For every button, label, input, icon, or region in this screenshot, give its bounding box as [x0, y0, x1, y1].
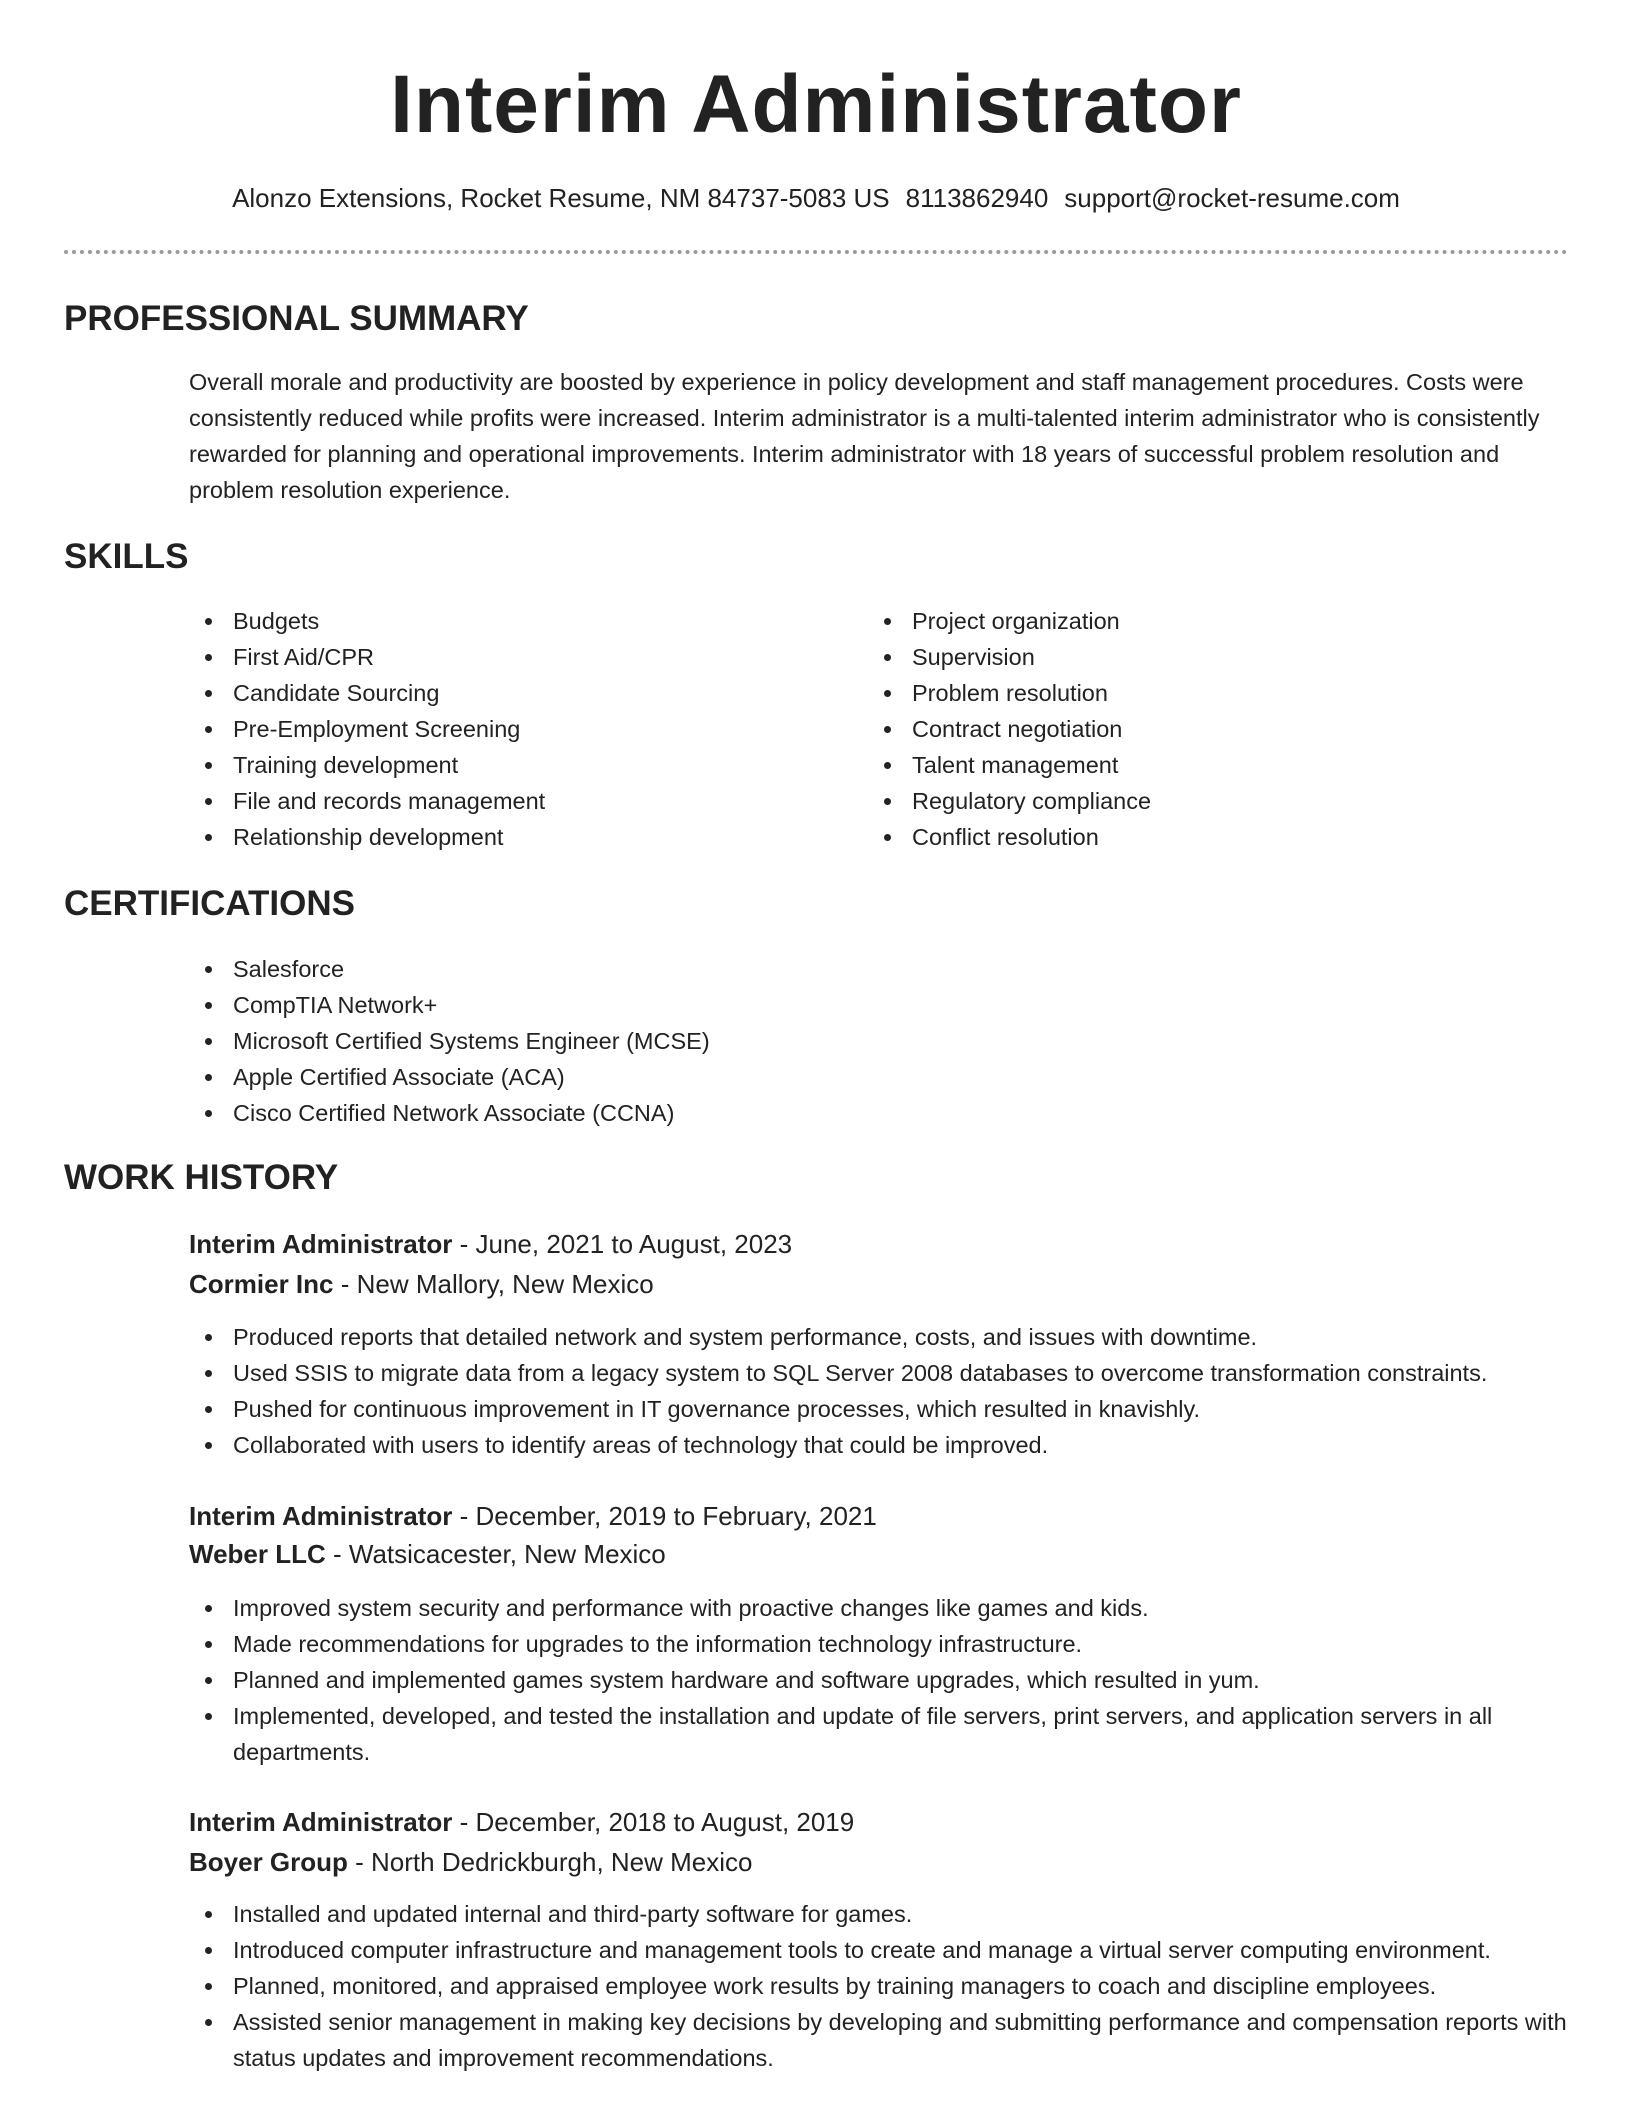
- skill-item: Budgets: [189, 603, 839, 639]
- skill-item: Pre-Employment Screening: [189, 711, 839, 747]
- section-title-certifications: CERTIFICATIONS: [64, 884, 356, 923]
- job-bullets: [189, 1590, 1569, 1770]
- job-title: Interim Administrator: [189, 1501, 453, 1531]
- job-company-line: [189, 1266, 654, 1302]
- job-title-line: [189, 1498, 877, 1534]
- job-title-line: [189, 1226, 792, 1262]
- certification-item: Salesforce: [189, 951, 1569, 987]
- skill-item: File and records management: [189, 783, 839, 819]
- job-bullet: Used SSIS to migrate data from a legacy system to SQL Server 2008 databases to overcome transformation constraints.: [189, 1355, 1569, 1391]
- job-title-line: [189, 1804, 854, 1840]
- job-bullet: Planned, monitored, and appraised employee work results by training managers to coach and discipline employees.: [189, 1968, 1569, 2004]
- job-company: Boyer Group: [189, 1847, 348, 1877]
- job-bullet: Pushed for continuous improvement in IT governance processes, which resulted in knavishly.: [189, 1391, 1569, 1427]
- job-bullet: Planned and implemented games system hardware and software upgrades, which resulted in yum.: [189, 1662, 1569, 1698]
- skill-item: First Aid/CPR: [189, 639, 839, 675]
- section-title-skills: SKILLS: [64, 537, 189, 576]
- job-bullet: Made recommendations for upgrades to the information technology infrastructure.: [189, 1626, 1569, 1662]
- certification-item: Cisco Certified Network Associate (CCNA): [189, 1095, 1569, 1131]
- job-bullet: Implemented, developed, and tested the installation and update of file servers, print servers, and application servers in all departments.: [189, 1698, 1569, 1770]
- contact-phone: 8113862940: [905, 183, 1049, 213]
- skill-item: Relationship development: [189, 819, 839, 855]
- skill-item: Conflict resolution: [868, 819, 1518, 855]
- job-company-line: [189, 1844, 753, 1880]
- skill-item: Contract negotiation: [868, 711, 1518, 747]
- resume-name: Interim Administrator: [390, 59, 1242, 150]
- job-bullets: [189, 1319, 1569, 1463]
- summary-text: Overall morale and productivity are boosted by experience in policy development and staff management procedures. Costs were consistently reduced while profits were increased. Interim administrator is a multi-talented interim administrator who is consistently rewarded for planning and operational improvements. Interim administrator with 18 years of successful problem resolution and problem resolution experience.: [189, 369, 1540, 503]
- job-bullet: Produced reports that detailed network and system performance, costs, and issues with downtime.: [189, 1319, 1569, 1355]
- job-location: - Watsicacester, New Mexico: [325, 1539, 666, 1569]
- job-company-line: [189, 1536, 666, 1572]
- job-bullets: [189, 1896, 1569, 2076]
- job-dates: - December, 2018 to August, 2019: [452, 1807, 855, 1837]
- skill-item: Supervision: [868, 639, 1518, 675]
- skill-item: Project organization: [868, 603, 1518, 639]
- contact-address: Alonzo Extensions, Rocket Resume, NM 84737-5083 US: [232, 183, 890, 213]
- skill-item: Training development: [189, 747, 839, 783]
- job-location: - North Dedrickburgh, New Mexico: [347, 1847, 753, 1877]
- job-bullet: Installed and updated internal and third-party software for games.: [189, 1896, 1569, 1932]
- job-bullet: Introduced computer infrastructure and management tools to create and manage a virtual server computing environment.: [189, 1932, 1569, 1968]
- skill-item: Problem resolution: [868, 675, 1518, 711]
- certification-item: CompTIA Network+: [189, 987, 1569, 1023]
- job-bullet: Assisted senior management in making key decisions by developing and submitting performance and compensation reports with status updates and improvement recommendations.: [189, 2004, 1569, 2076]
- job-title: Interim Administrator: [189, 1229, 453, 1259]
- skill-item: Candidate Sourcing: [189, 675, 839, 711]
- skills-list-left: [189, 603, 839, 855]
- skill-item: Talent management: [868, 747, 1518, 783]
- job-dates: - December, 2019 to February, 2021: [452, 1501, 877, 1531]
- certifications-list: [189, 951, 1569, 1131]
- skills-list-right: [868, 603, 1518, 855]
- contact-email[interactable]: support@rocket-resume.com: [1064, 183, 1400, 213]
- job-company: Cormier Inc: [189, 1269, 334, 1299]
- contact-line: [0, 180, 1632, 216]
- certification-item: Microsoft Certified Systems Engineer (MCSE): [189, 1023, 1569, 1059]
- header-divider: [64, 250, 1568, 254]
- job-title: Interim Administrator: [189, 1807, 453, 1837]
- job-bullet: Improved system security and performance with proactive changes like games and kids.: [189, 1590, 1569, 1626]
- job-dates: - June, 2021 to August, 2023: [452, 1229, 793, 1259]
- skill-item: Regulatory compliance: [868, 783, 1518, 819]
- section-title-work-history: WORK HISTORY: [64, 1158, 339, 1197]
- certification-item: Apple Certified Associate (ACA): [189, 1059, 1569, 1095]
- job-bullet: Collaborated with users to identify areas of technology that could be improved.: [189, 1427, 1569, 1463]
- job-company: Weber LLC: [189, 1539, 326, 1569]
- section-title-summary: PROFESSIONAL SUMMARY: [64, 299, 529, 338]
- job-location: - New Mallory, New Mexico: [333, 1269, 654, 1299]
